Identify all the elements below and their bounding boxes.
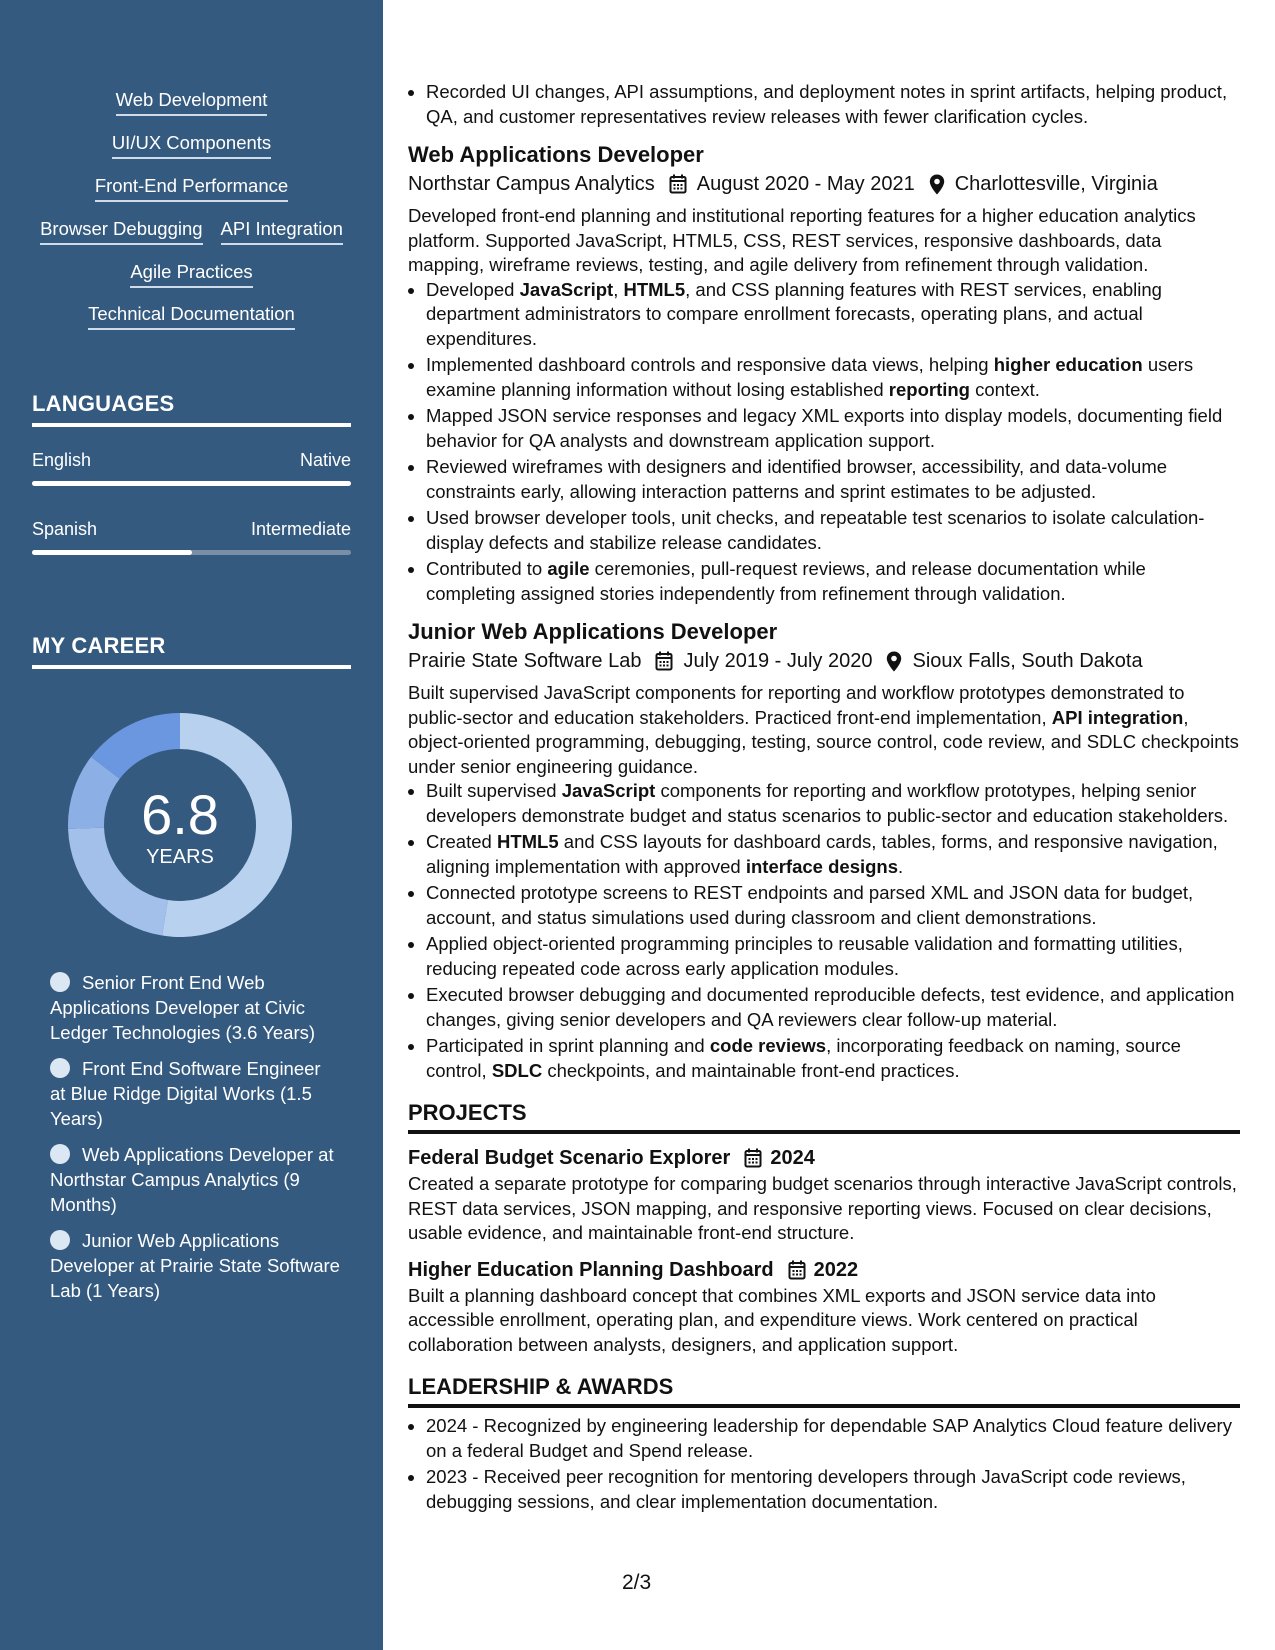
language-level: Native xyxy=(299,450,351,470)
emphasis-text: API integration xyxy=(1051,706,1184,728)
award-item: • 2024 - Recognized by engineering leadership for dependable SAP Analytics Cloud feature delivery on a federal Budget and Spend release. xyxy=(426,1414,1240,1463)
job-entry xyxy=(408,618,1240,1083)
emphasis-text: JavaScript xyxy=(561,780,656,801)
job-dates: July 2019 - July 2020 xyxy=(683,650,873,672)
job-location: Sioux Falls, South Dakota xyxy=(912,650,1143,672)
career-dot-icon xyxy=(50,1230,70,1250)
skill-tag: API Integration xyxy=(221,218,343,245)
skill-row xyxy=(0,218,383,245)
project-title: Federal Budget Scenario Explorer xyxy=(408,1147,731,1169)
emphasis-text: higher education xyxy=(993,354,1143,375)
language-bar-fill xyxy=(32,550,192,555)
emphasis-text: code reviews xyxy=(709,1035,827,1056)
project-year: 2024 xyxy=(770,1147,815,1169)
experience-list xyxy=(408,141,1240,1083)
project-entry xyxy=(408,1144,1240,1246)
emphasis-text: HTML5 xyxy=(623,278,686,300)
skill-tag: Front-End Performance xyxy=(95,175,288,202)
project-description: Built a planning dashboard concept that combines XML exports and JSON service data into accessible enrollment, operating plan, and expenditure views. Work centered on practical collaboration between analysts, designers, and application support. xyxy=(408,1284,1156,1355)
bullet-item: • Used browser developer tools, unit checks, and repeatable test scenarios to isolate calculation-display defects and stabilize release candidates. xyxy=(426,506,1240,555)
languages-heading: LANGUAGES xyxy=(32,391,351,427)
language-name: Spanish xyxy=(32,519,98,539)
career-donut-chart xyxy=(66,711,294,939)
project-description: Created a separate prototype for comparing budget scenarios through interactive JavaScript controls, REST data services, JSON mapping, and responsive reporting views. Focused on clear decisions, usable evidence, and maintainable front-end structure. xyxy=(408,1173,1237,1243)
skill-tag: Technical Documentation xyxy=(88,303,295,330)
language-bar-spanish xyxy=(32,550,351,555)
bullet-item: • Developed JavaScript, HTML5, and CSS planning features with REST services, enabling department administrators to compare enrollment forecasts, operating plans, and actual expenditures. xyxy=(426,278,1240,352)
job-title: Junior Web Applications Developer xyxy=(408,619,778,644)
career-total-unit: YEARS xyxy=(146,846,214,868)
calendar-icon xyxy=(669,174,687,194)
emphasis-text: interface designs xyxy=(745,855,899,877)
skill-row xyxy=(0,89,383,116)
career-item xyxy=(50,1228,340,1303)
job-location: Charlottesville, Virginia xyxy=(954,173,1158,195)
career-item-text: Front End Software Engineer at Blue Ridge Digital Works (1.5 Years) xyxy=(50,1058,321,1129)
career-dot-icon xyxy=(50,1058,70,1078)
bullet-item: • Built supervised JavaScript components for reporting and workflow prototypes, helping senior developers demonstrate budget and status scenarios to public-sector and education stakeholders. xyxy=(426,779,1240,828)
language-row-english xyxy=(32,450,351,471)
job-dates: August 2020 - May 2021 xyxy=(696,173,915,195)
bullet-item: • Reviewed wireframes with designers and identified browser, accessibility, and data-volume constraints early, allowing interaction patterns and sprint estimates to be adjusted. xyxy=(426,455,1240,504)
job-summary: Built supervised JavaScript components for reporting and workflow prototypes demonstrated to public-sector and education stakeholders. Practiced front-end implementation, API integration, object-oriented programming, debugging, testing, source control, code review, and SDLC checkpoints under senior engineering guidance. xyxy=(408,682,1239,777)
career-item-text: Senior Front End Web Applications Developer at Civic Ledger Technologies (3.6 Years) xyxy=(50,972,316,1043)
emphasis-text: reporting xyxy=(888,378,970,400)
emphasis-text: agile xyxy=(547,558,590,579)
language-level: Intermediate xyxy=(250,519,351,539)
bullet-item: • Connected prototype screens to REST endpoints and parsed XML and JSON data for budget, account, and status simulations used during classroom and client demonstrations. xyxy=(426,881,1240,930)
job-company: Prairie State Software Lab xyxy=(408,650,642,672)
career-item xyxy=(50,1056,340,1131)
award-item: • 2023 - Received peer recognition for mentoring developers through JavaScript code reviews, debugging sessions, and clear implementation documentation. xyxy=(426,1465,1240,1514)
career-item-text: Web Applications Developer at Northstar Campus Analytics (9 Months) xyxy=(50,1144,334,1215)
skill-tag: UI/UX Components xyxy=(112,132,271,159)
calendar-icon xyxy=(744,1148,762,1168)
skill-tag: Agile Practices xyxy=(130,261,252,288)
project-title-row xyxy=(408,1256,1240,1284)
sidebar xyxy=(0,0,383,1650)
project-title-row xyxy=(408,1144,1240,1172)
previous-job-bullets xyxy=(408,80,1240,129)
career-list xyxy=(50,970,340,1314)
language-bar-english xyxy=(32,481,351,486)
location-pin-icon xyxy=(886,651,902,672)
skill-row xyxy=(0,261,383,288)
calendar-icon xyxy=(788,1260,806,1280)
project-entry xyxy=(408,1256,1240,1358)
job-entry xyxy=(408,141,1240,606)
career-dot-icon xyxy=(50,1144,70,1164)
location-pin-icon xyxy=(929,174,945,195)
skill-row xyxy=(0,132,383,159)
skill-tag: Browser Debugging xyxy=(40,218,202,245)
job-title: Web Applications Developer xyxy=(408,142,704,167)
bullet-item: • Executed browser debugging and documented reproducible defects, test evidence, and application changes, giving senior developers and QA reviewers clear follow-up material. xyxy=(426,983,1240,1032)
job-bullets xyxy=(408,779,1240,1083)
bullet-item: • Contributed to agile ceremonies, pull-request reviews, and release documentation while completing assigned stories independently from refinement through validation. xyxy=(426,557,1240,606)
bullet-item: • Applied object-oriented programming principles to reusable validation and formatting utilities, reducing repeated code across early application modules. xyxy=(426,932,1240,981)
skill-tag: Web Development xyxy=(116,89,268,116)
projects-heading: PROJECTS xyxy=(408,1099,1240,1134)
career-heading: MY CAREER xyxy=(32,633,351,669)
language-bar-fill xyxy=(32,481,351,486)
career-total-years: 6.8 xyxy=(141,783,219,846)
job-company: Northstar Campus Analytics xyxy=(408,173,655,195)
awards-list xyxy=(408,1414,1240,1514)
awards-heading: LEADERSHIP & AWARDS xyxy=(408,1373,1240,1408)
bullet-item: • Mapped JSON service responses and legacy XML exports into display models, documenting field behavior for QA analysts and downstream application support. xyxy=(426,404,1240,453)
projects-list xyxy=(408,1144,1240,1357)
career-item xyxy=(50,1142,340,1217)
project-year: 2022 xyxy=(813,1258,859,1281)
bullet-item: • Participated in sprint planning and code reviews, incorporating feedback on naming, source control, SDLC checkpoints, and maintainable front-end practices. xyxy=(426,1034,1240,1083)
skill-row xyxy=(0,175,383,202)
job-meta xyxy=(408,169,1240,199)
main-content xyxy=(408,80,1240,1516)
language-name: English xyxy=(32,450,92,470)
skill-row xyxy=(0,303,383,330)
job-summary: Developed front-end planning and institutional reporting features for a higher education analytics platform. Supported JavaScript, HTML5, CSS, REST services, responsive dashboards, data mapping, wireframe reviews, testing, and agile delivery from refinement through validation. xyxy=(408,205,1196,275)
job-bullets xyxy=(408,278,1240,607)
career-dot-icon xyxy=(50,972,70,992)
bullet-item: • Created HTML5 and CSS layouts for dashboard cards, tables, forms, and responsive navigation, aligning implementation with approved interface designs. xyxy=(426,830,1240,879)
page-number: 2/3 xyxy=(622,1571,652,1594)
calendar-icon xyxy=(655,651,673,671)
job-meta xyxy=(408,646,1240,676)
career-item-text: Junior Web Applications Developer at Prairie State Software Lab (1 Years) xyxy=(50,1230,340,1301)
language-row-spanish xyxy=(32,519,351,540)
emphasis-text: HTML5 xyxy=(496,831,559,852)
career-item xyxy=(50,970,340,1045)
bullet-item: • Implemented dashboard controls and responsive data views, helping higher education users examine planning information without losing established reporting context. xyxy=(426,353,1240,402)
emphasis-text: SDLC xyxy=(491,1059,543,1081)
emphasis-text: JavaScript xyxy=(519,278,614,300)
project-title: Higher Education Planning Dashboard xyxy=(408,1258,774,1281)
bullet-item: • Recorded UI changes, API assumptions, and deployment notes in sprint artifacts, helping product, QA, and customer representatives review releases with fewer clarification cycles. xyxy=(426,80,1240,129)
